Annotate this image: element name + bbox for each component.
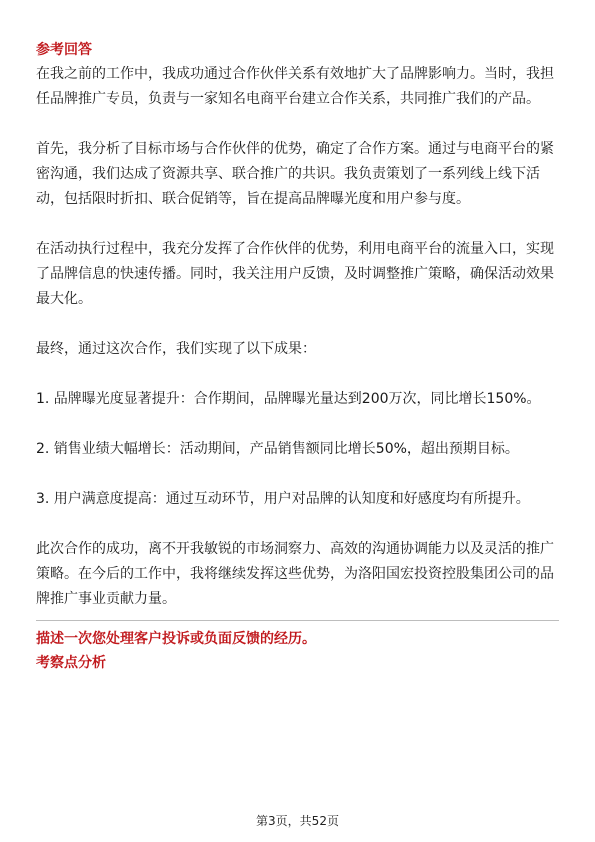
answer-heading: 参考回答 [36, 42, 92, 58]
answer-paragraph-3: 在活动执行过程中，我充分发挥了合作伙伴的优势，利用电商平台的流量入口，实现了品牌信息的快速传播。同时，我关注用户反馈，及时调整推广策略，确保活动效果最大化。 [36, 241, 554, 307]
result-item-2: 2. 销售业绩大幅增长：活动期间，产品销售额同比增长50%，超出预期目标。 [36, 441, 519, 457]
result-item-3: 3. 用户满意度提高：通过互动环节，用户对品牌的认知度和好感度均有所提升。 [36, 491, 530, 507]
answer-paragraph-1: 在我之前的工作中，我成功通过合作伙伴关系有效地扩大了品牌影响力。当时，我担任品牌推广专员，负责与一家知名电商平台建立合作关系，共同推广我们的产品。 [36, 66, 554, 107]
section-divider [36, 620, 559, 621]
document-body [36, 38, 559, 675]
answer-paragraph-4: 最终，通过这次合作，我们实现了以下成果： [36, 341, 316, 357]
result-item-1: 1. 品牌曝光度显著提升：合作期间，品牌曝光量达到200万次，同比增长150%。 [36, 391, 541, 407]
answer-paragraph-2: 首先，我分析了目标市场与合作伙伴的优势，确定了合作方案。通过与电商平台的紧密沟通，我们达成了资源共享、联合推广的共识。我负责策划了一系列线上线下活动，包括限时折扣、联合促销等，旨在提高品牌曝光度和用户参与度。 [36, 141, 554, 207]
analysis-heading: 考察点分析 [36, 655, 106, 671]
next-question: 描述一次您处理客户投诉或负面反馈的经历。 [36, 631, 316, 647]
answer-paragraph-conclusion: 此次合作的成功，离不开我敏锐的市场洞察力、高效的沟通协调能力以及灵活的推广策略。在今后的工作中，我将继续发挥这些优势，为洛阳国宏投资控股集团公司的品牌推广事业贡献力量。 [36, 541, 554, 607]
page-footer: 第3页，共52页 [256, 814, 339, 828]
